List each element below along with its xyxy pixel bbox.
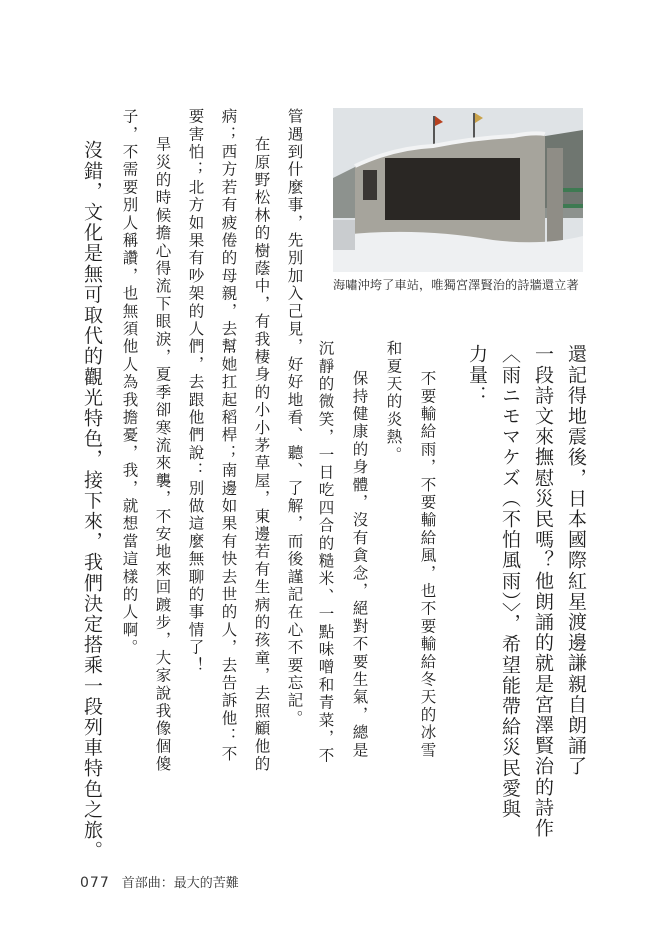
page-number: 077 <box>80 875 110 891</box>
poem-column: 在原野松林的樹蔭中，有我棲身的小小茅草屋，東邊若有生病的孩童，去照顧他的 <box>252 136 271 774</box>
text-column: 力量： <box>466 344 488 406</box>
photo-caption: 海嘯沖垮了車站，唯獨宮澤賢治的詩牆還立著 <box>333 278 579 292</box>
poem-wall-illustration <box>333 108 583 272</box>
poem-column: 沉靜的微笑，一日吃四合的糙米、一點味噌和青菜，不 <box>316 340 335 765</box>
chapter-title: 首部曲：最大的苦難 <box>121 876 239 891</box>
page-footer <box>80 872 239 891</box>
text-column: 還記得地震後，日本國際紅星渡邊謙親自朗誦了 <box>565 344 587 777</box>
text-column: 一段詩文來撫慰災民嗎？他朗誦的就是宮澤賢治的詩作 <box>532 344 554 839</box>
poem-column: 和夏天的炎熱。 <box>384 340 403 464</box>
text-column: 沒錯，文化是無可取代的觀光特色，接下來，我們決定搭乘一段列車特色之旅。 <box>81 140 103 861</box>
poem-column: 子，不需要別人稱讚，也無須他人為我擔憂，我，就想當這樣的人啊。 <box>120 108 139 657</box>
poem-column: 要害怕；北方如果有吵架的人們，去跟他們說：別做這麼無聊的事情了！ <box>186 108 205 675</box>
poem-column: 管遇到什麼事，先別加入己見，好好地看、聽、了解，而後謹記在心不要忘記。 <box>285 108 304 728</box>
poem-column: 保持健康的身體，沒有貪念，絕對不要生氣，總是 <box>350 370 369 760</box>
text-column: 〈雨ニモマケズ（不怕風雨）〉，希望能帶給災民愛與 <box>499 344 521 820</box>
poem-column: 病；西方若有疲倦的母親，去幫她扛起稻桿；南邊如果有快去世的人，去告訴他：不 <box>219 108 238 763</box>
poem-column: 旱災的時候擔心得流下眼淚，夏季卻寒流來襲，不安地來回踱步，大家說我像個傻 <box>153 136 172 774</box>
poem-column: 不要輸給雨，不要輸給風，也不要輸給冬天的冰雪 <box>418 370 437 760</box>
poem-wall-photo <box>333 108 583 272</box>
